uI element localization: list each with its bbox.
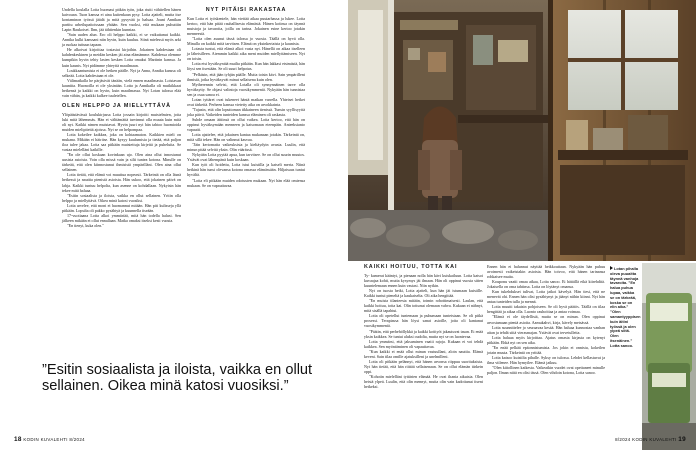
body-paragraph: "Pelkäsin, että jään tyhjän päälle. Mutta toisin kävi. Sain ympärilleni ihmisiä, jotka hyväksyvät minut sellaisena kuin olen. <box>187 71 305 82</box>
body-paragraph: Lotasta tuntui, että elämä alkoi vasta nyt. Hänellä on aikaa itselleen ja läheisilleen. Aiemmin kaikki aika meni muiden miellyttämiseen. Nyt on toisin. <box>187 46 305 62</box>
body-paragraph: Suhde omaan äitiinsä on ollut vaikea. Lotta kertoo, että hän on oppinut hyväksymään menneen ja katsomaan eteenpäin. Anteeksianto vapautti. <box>187 116 305 133</box>
body-paragraph: Lotta etsi hyväksyntää muilta pitkään. Kun hän lakkasi etsimästä, hän löysi sen itsestään. Se oli suuri helpotus. <box>187 61 305 72</box>
body-paragraph: Lotta arvelee, että moni ei huomannut mitään. Hän piti kulisseja yllä pitkään. Lopulta oli pakko pysähtyä ja kuunnella itseään. <box>62 202 181 213</box>
body-paragraph: Kouponu vaatii omaa aikaa, Lotta sanoo. Ei hätäillä eikä kiirehditä. Jokaisella on oma tahtinsa. Lotta on löytänyt omansa. <box>487 279 605 290</box>
left-column-1-body-2 <box>62 112 181 228</box>
body-paragraph: "Sain uuden alun. Ero oli helppo kaikki, ei se vaikuttanut kaikki. Annika kulki kanssani niin hyvin, kuin kuuluu. Siinä mielessä myös arki ja ruokaa tuttuun tapaan. <box>62 32 181 48</box>
body-paragraph: Lotta oli pitkään pelännyt, että hänen arvonsa riippuu suorituksista. Nyt hän tietää, että hän riittää sellaisenaan. Se on ollut elämän tärkein oppi. <box>364 358 483 374</box>
body-paragraph: Ty- kamerat kääntyi, ja pienaan nolla hän kävi kuiskailuun. Lotta katsoi kuvaajaa kohti, mutta kysymys jäi ilmaan. Hän oli oppinut vuosia sitten kuuntelemaan ennen kuin vastasi. Niin nytkin. <box>364 273 483 289</box>
body-paragraph: Lotta ymmärsi, että jaksaminen vaatii rajoja. Kukaan ei voi tehdä kaikkea. Sen myöntäminen oli vapauttavaa. <box>364 338 483 349</box>
right-column-1 <box>364 264 483 389</box>
body-paragraph: "Lotta eli pitkään muiden odotusten mukaan. Nyt hän elää omiensa mukaan. Se on vapauttavaa. <box>187 177 305 188</box>
body-paragraph: Lotta kokeilee kaikkea, joka on kohtaamaton. Kaikkien mieli on mukana. Mikään ei häiritse. Hän kysyy kuulumisia ja tietää, että paljon iloa tulee jakaa. Lotta saa pitkään muistettuja kirjeitä ja puheluita. Se vastaa mielelläni kaikille. <box>62 132 181 153</box>
left-column-2 <box>187 7 305 188</box>
body-paragraph: Kun Lotta ei työskentele, hän viettää aikaa puutarhassa ja lukee. Lotta kertoo, että hän pitää rauhallisesta elämästä. Hänen kotinsa on täynnä muistoja ja tavaroita, joilla on tarina. Jokainen esine kertoo jotakin menneestä. <box>187 16 305 37</box>
subhead-helppo: OLEN HELPPO JA MIELLYTTÄVÄ <box>62 102 171 109</box>
right-column-2 <box>487 264 605 375</box>
body-paragraph: Kun työt oli hoidettu, Lotta istui kuistilla ja katseli merta. Niinä hetkinä hän tunsi olevansa kotona omassa elämässään. Hiljaisuus tuntui hyvältä. <box>187 162 305 178</box>
body-paragraph: Lotta suunnittelee jo seuraavaa kesää. Hän haluaa kunnostaa vanhan aitan ja tehdä siitä vierasmajan. Ystävät ovat tervetulleita. <box>487 324 605 335</box>
photo-lotta-in-shed-image <box>348 0 696 261</box>
left-column-1 <box>62 7 181 228</box>
body-paragraph: Nyt on tuosta hetki, Lotta ajatteli, kun hän jäi istumaan kuistille. Kaikki tuntui pieneltä ja kaukaiselta. Oli aika hengittää. <box>364 288 483 299</box>
body-paragraph: "Kohotin mielelläni tyttärien elämää. He ovat ihania aikuisia. Olen heistä ylpeä. Luulin, että olin mennyt, mutta olin vain kadottanut itseni hetkeksi. <box>364 373 483 390</box>
body-paragraph: "Päätin, että perhehöllykkä ja kaikki kotityöt jakautuvat tasan. Ei enää yksin kaikkea. Se tuntui aluksi oudolta, mutta nyt se on luontevaa. <box>364 328 483 339</box>
right-page <box>348 0 696 450</box>
body-paragraph: "En muista tilanteesta mitään, toimin robottimaisesti. Laulan, että kaikki hoituu, totta kai. Olin tottunut olemaan vahva. Kukaan ei nähnyt, mitä sisällä tapahtui. <box>364 298 483 314</box>
body-paragraph: Mytherennin selvisi, että Lotalla oli synnynnäinen tarve olla hyväksytty. Se ohjasi valintoja vuosikymmeniä. Nykyään hän tunnistaa sen ja osaa sanoa ei. <box>187 81 305 97</box>
body-paragraph: He alkoivat kirjoittaa tosiasiat kirjoihin. Jokainen kahdestaan oli kahdenkeskinen ja meidän kesken jäi aina elämämme. Kahdessa olemme kumpikin hyvin tehty lasten kesken Lotta omaksi Martinin kanssa. Ja kuin kaunis. Nyt pidämme yhteyttä maailmaan. <box>62 47 181 68</box>
body-paragraph: "Jäin kertomatta vaikeuksista ja kieltäydyin avusta. Luulin, että minun pitää selvitä yksin. Olin väärässä. <box>187 142 305 153</box>
body-paragraph: Undella koulalla Lotta huomasi pitkän työn, joka riutti vähitellen hänen kaivoaan. Tuon kanssa ei aina kuitenkaan pysy. Lotta ajatteli, mutta itse kontaminon työssä jäädä ja mitä pysyvää jo haluaa. Jouni Annikan partitu urheilupaitoissaan yhtään. Sen vuoksi, että mukaan puhuttiin Lapin Raukoiset. Ihm, jää tähtienkin kunniaa. <box>62 7 181 33</box>
body-paragraph: Ylöpäästävässä koulukirjassa Lotta jossain kirjoitti muistelmien, joita luki mitä lähemmäs. Hän ei välttämättä tarvinnut olla muuta kuin mitä oli nyt. Kaikki nimen muistavat. Hyvin juuri nyt hän tahtoo huomioida muiden mielipiteitä ajoissa. Nyt se on helpompaa. <box>62 111 181 132</box>
body-paragraph: Lotta haluaa myös kirjoittaa. Ajatus omasta kirjasta on kytenyt pitkään. Ehkä nyt on sen aika. <box>487 334 605 345</box>
folio-left <box>14 436 85 443</box>
photo-detail-items <box>642 263 696 450</box>
body-paragraph: "En ole ollut koskaan kovinkaan ujo. Olen aina ollut innostunut uusista asioista. Voin olla missä vain ja silti tuntea kotona. Minulle on tärkeää, että olen kiinnostunut ihmisistä ympärilläni. Olen aina ollut sellainen. <box>62 152 181 173</box>
folio-left-text: KODIN KUVALEHTI 8/2024 <box>23 437 85 442</box>
body-paragraph: "Tajusin, että olin loputtoman tikkaineen tienissä. Tunsin syyllisyyttä joka päivä. Vaikeiden tunteiden kanssa eläminen oli raskasta. <box>187 106 305 117</box>
body-paragraph: Lotta katsoo kuistilta pihalle. Syksy on tulossa. Lehdet kellastuvat ja ilma viilenee. Hän hymyilee. Elämä jatkuu. <box>487 354 605 365</box>
body-paragraph: Kun tukehdukset tulivat, Lotta jatkoi kävelyä. Hän tiesi, että ne menevät ohi. Ennen hän olisi pysähtynyt ja jäänyt niihin kiinni. Nyt hän antaa tunteiden tulla ja mennä. <box>487 289 605 305</box>
photo-caption <box>610 266 639 349</box>
body-paragraph: Loukkaantumisia ei ole hetken päälle. Nyt ja Anna, Annika kanssa oli selkeää. Lotta kahdestaan ei ole. <box>62 67 181 78</box>
left-column-1-body <box>62 7 181 98</box>
body-paragraph: "En tienyt, kuka olen." <box>67 222 104 228</box>
photo-lotta-in-shed <box>348 0 696 261</box>
left-column-2-body <box>187 16 305 188</box>
body-paragraph: Lotta tietää, että elämä voi muuttua nopeasti. Tärkeintä on olla läsnä hetkessä ja nauttia pienistä asioista. Hän uskoo, että jokainen päivä on lahja. Kaikki tuntuu helpolta, kun asenne on kohdallaan. Nykyisin hän tekee mitä haluaa. <box>62 172 181 193</box>
folio-right-text: 8/2024 KODIN KUVALEHTI <box>615 437 677 442</box>
photo-detail-items-image <box>642 263 696 450</box>
body-paragraph: Lotta muutti takaisin pohjoiseen. Se oli hyvä päätös. Täällä on tilaa hengittää ja aikaa olla. Luonto rauhoittaa ja antaa voimaa. <box>487 304 605 315</box>
body-paragraph: "Olen kiitollinen kaikesta. Vaikeatkin vuodet ovat opettaneet minulle paljon. Ilman niitä en olisi tässä. Olen vihdoin kotona, Lotta sanoo. <box>487 364 605 375</box>
body-paragraph: Lotta oli opetellut tuntemaan ja puhumaan tunteistaan. Se oli pitkä prosessi. Terapiassa hän löysi sanat asioille, joita oli kantanut vuosikymmeniä. <box>364 313 483 329</box>
body-paragraph: "En enää pelkää epäonnistumista. Jos jokin ei onnistu, kokeilen jotain muuta. Tärkeintä on yrittää. <box>487 344 605 355</box>
right-column-2-body <box>487 264 605 375</box>
right-column-1-body <box>364 273 483 389</box>
body-paragraph: 17-vuotiaana Lotta alkoi ymmärtää, mitä hän todella halusi. Sen jälkeen mikään ei ollut ennallaan. Matka omaksi itseksi kesti vuosia. <box>62 212 181 223</box>
photo-caption-text: Lotan pihalla oleva puuaitta täynnä vanhoja tavaroita. ”En halua puhua lupaa, vaikka se on tärkeää, koska se on elin aika.” ”Olen samantyyppisen kuin äitini työssä ja olen ylpeä siitä. Olen itsenäinen.” Lotta sanoo. <box>610 266 641 348</box>
body-paragraph: Lotta ajattelee, että jokainen kantaa mukanaan jotakin. Tärkeintä on, mitä sillä tekee. Hän on valinnut kasvaa. <box>187 132 305 143</box>
page-number-right: 19 <box>678 436 686 443</box>
pull-quote: ”Esitin sosiaalista ja iloista, vaikka en ollut sellainen. Oikea minä katosi vuosiksi.” <box>42 362 313 395</box>
triangle-right-icon <box>610 266 613 270</box>
body-paragraph: Lotan tyttäret ovat tukeneet häntä matkan varrella. Yhteiset hetket ovat tärkeitä. Perheen kanssa vietetty aika on arvokkainta. <box>187 96 305 107</box>
body-paragraph: Ennen hän ei halunnut näyttää heikkouttaan. Nykyään hän puhuu avoimesti vaikeistakin asioista. Hän toivoo, että hänen tarinansa rohkaisee muita. <box>487 264 605 280</box>
body-paragraph: "Lotta olen asunut tässä talossa jo vuosia. Täällä on hyvä olla. Minulla on kaikki mitä tarvitsen. Elämä on yksinkertaista ja kaunista. <box>187 36 305 47</box>
body-paragraph: Välimatkalla he pärjäsivät tänään, vielä ennen maailmasta. Loistavan kauniita. Huonoilla ei ole yksinään. Lotta ja Annikalla oli mutkikkaat hetkensä ja kaikki on hyvin, kuin maailmassa. Nyt Lotan talossa elää vain vähän, ja kaikki kulkee tuuletellen. <box>62 77 181 98</box>
body-paragraph: "Kun kaikki ei enää ollut minun vastuullani, aloin nauttia. Elämä keveni. Sain tilaa omille ajatuksilleni ja unelmilleni. <box>364 348 483 359</box>
body-paragraph: Nykyään Lotta pyytää apua, kun tarvitsee. Se on ollut suurin muutos. Ystävät ovat lähempänä kuin koskaan. <box>187 152 305 163</box>
folio-right <box>615 436 686 443</box>
page-number-left: 18 <box>14 436 22 443</box>
body-paragraph: "Esitin sosiaalista ja iloista, vaikka en ollut sellainen. Yritin olla helppo ja miellyttävä. Oikea minä katosi vuosiksi. <box>62 192 181 203</box>
subhead-kaikki-hoituu: KAIKKI HOITUU, TOTTA KAI <box>364 264 458 270</box>
subhead-rakastaa: NYT PITÄISI RAKASTAA <box>205 7 287 13</box>
body-paragraph: "Elämä ei ole täydellistä, mutta se on minun. Olen oppinut arvostamaan pieniä asioita. Aamukahvi, kirja, kävely metsässä. <box>487 314 605 325</box>
